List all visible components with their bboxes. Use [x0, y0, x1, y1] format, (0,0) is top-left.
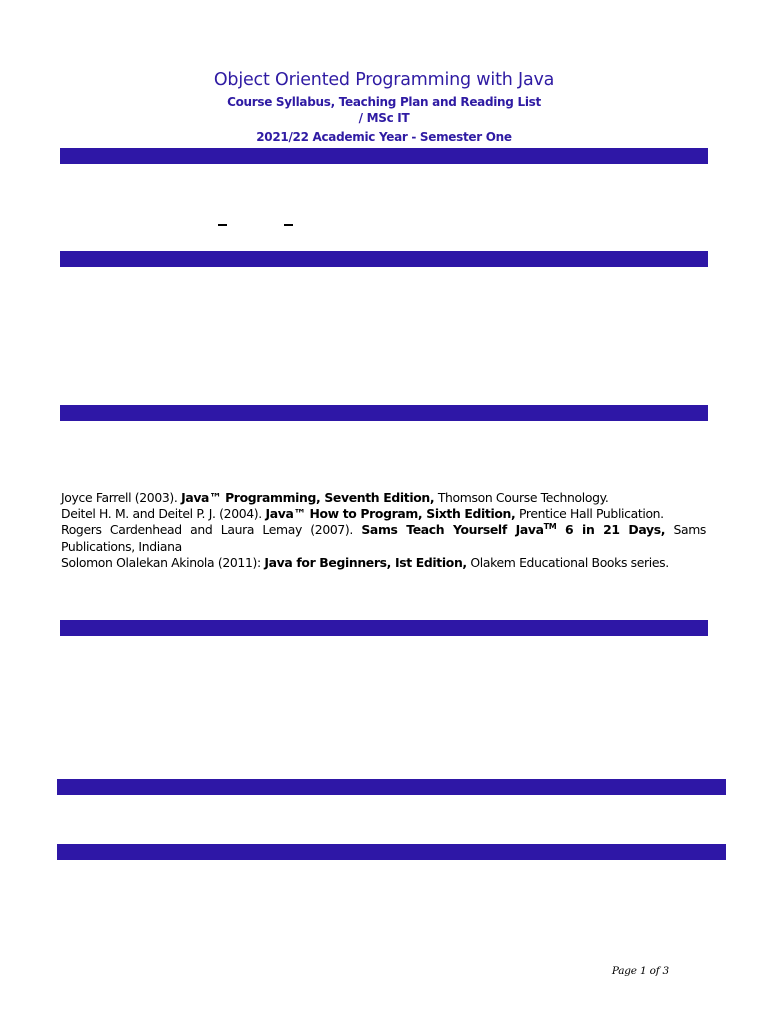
- reference-publisher: Thomson Course Technology.: [437, 490, 609, 505]
- document-title: Object Oriented Programming with Java: [213, 70, 555, 90]
- reference-title: Java™ How to Program, Sixth Edition,: [265, 506, 516, 522]
- section-divider-1: [60, 148, 708, 164]
- reference-author: Deitel H. M. and Deitel P. J. (2004).: [61, 506, 262, 522]
- reference-publisher: Prentice Hall Publication.: [518, 506, 664, 522]
- reading-list: [61, 490, 706, 571]
- reference-item-4: [61, 555, 706, 571]
- section-divider-6: [57, 844, 726, 860]
- reference-publisher: Sams Publications, Indiana: [61, 522, 707, 554]
- page-number: Page 1 of 3: [611, 965, 669, 977]
- reference-author: Joyce Farrell (2003).: [61, 490, 178, 505]
- reference-author: Solomon Olalekan Akinola (2011):: [61, 554, 261, 570]
- reference-title: Java for Beginners, Ist Edition,: [264, 554, 467, 570]
- dash-mark-2: [284, 224, 293, 226]
- reference-item-3: [61, 522, 706, 554]
- academic-year: 2021/22 Academic Year - Semester One: [256, 130, 512, 144]
- reference-title: Java™ Programming, Seventh Edition,: [181, 490, 435, 505]
- trademark-superscript: TM: [543, 522, 557, 532]
- dash-mark-1: [218, 224, 227, 226]
- reference-title-start: Sams Teach Yourself Java: [361, 522, 544, 538]
- reference-item-1: [61, 490, 706, 506]
- document-subtitle: Course Syllabus, Teaching Plan and Reading List: [227, 95, 541, 109]
- section-divider-2: [60, 251, 708, 267]
- reference-title: [361, 522, 665, 537]
- section-divider-4: [60, 620, 708, 636]
- program-name: / MSc IT: [358, 111, 410, 125]
- reference-title-end: 6 in 21 Days,: [565, 522, 666, 538]
- reference-author: Rogers Cardenhead and Laura Lemay (2007).: [61, 522, 353, 538]
- reference-item-2: [61, 506, 706, 522]
- reference-publisher: Olakem Educational Books series.: [470, 554, 669, 570]
- section-divider-3: [60, 405, 708, 421]
- section-divider-5: [57, 779, 726, 795]
